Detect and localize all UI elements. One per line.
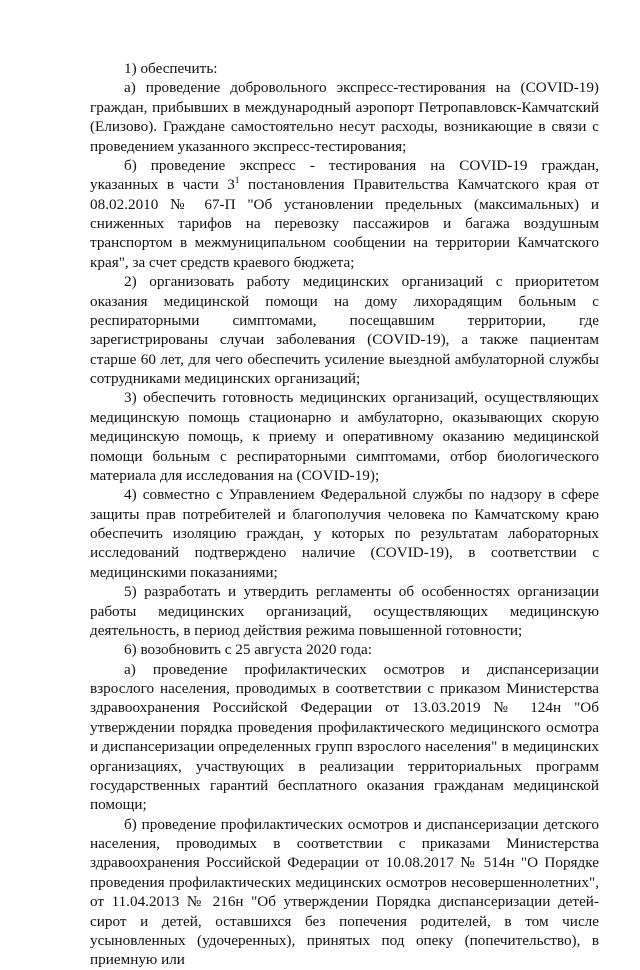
document-body: [90, 59, 599, 970]
paragraph-express-testing-budget-rest: постановления Правительства Камчатского края от 08.02.2010 № 67-П "Об установлении предельных (максимальных) и сниженных тарифов на перевозку пассажиров и багажа воздушным транспортом в межмуниципальном сообщении на территории Камчатского края", за счет средств краевого бюджета;: [90, 176, 599, 271]
paragraph-express-testing-airport: а) проведение добровольного экспресс-тестирования на (COVID-19) граждан, прибывших в международный аэропорт Петропавловск-Камчатский (Елизово). Граждане самостоятельно несут расходы, возникающие в связи с проведением указанного экспресс-тестирования;: [90, 79, 599, 155]
paragraph-adult-checkups: а) проведение профилактических осмотров и диспансеризации взрослого населения, проводимых в соответствии с приказом Министерства здравоохранения Российской Федерации от 13.03.2019 № 124н "Об утверждении порядка проведения профилактического медицинского осмотра и диспансеризации определенных групп взрослого населения" в медицинских организациях, участвующих в реализации территориальных программ государственных гарантий бесплатного оказания гражданам медицинской помощи;: [90, 660, 599, 814]
superscript-mark: 1: [234, 175, 240, 186]
paragraph-express-testing-budget: [90, 156, 599, 272]
paragraph-express-testing-budget-start: б) проведение экспресс - тестирования на COVID-19 граждан, указанных в части 3: [90, 156, 599, 194]
paragraph-isolation: 4) совместно с Управлением Федеральной службы по надзору в сфере защиты прав потребителей и благополучия человека по Камчатскому краю обеспечить изоляцию граждан, у которых по результатам лабораторных исследований подтверждено наличие (COVID-19), в соответствии с медицинскими показаниями;: [90, 486, 599, 581]
paragraph-regulations: 5) разработать и утвердить регламенты об особенностях организации работы медицинских организаций, осуществляющих медицинскую деятельность, в период действия режима повышенной готовности;: [90, 583, 599, 639]
paragraph-home-care: 2) организовать работу медицинских организаций с приоритетом оказания медицинской помощи на дому лихорадящим больным с респираторными симптомами, посещавшим территории, где зарегистрированы случаи заболевания (COVID-19), а также пациентам старше 60 лет, для чего обеспечить усиление выездной амбулаторной службы сотрудниками медицинских организаций;: [90, 273, 599, 387]
paragraph-obespechit: 1) обеспечить:: [124, 60, 218, 77]
paragraph-child-checkups: б) проведение профилактических осмотров и диспансеризации детского населения, проводимых в соответствии с приказами Министерства здравоохранения Российской Федерации от 10.08.2017 № 514н "О Порядке проведения профилактических медицинских осмотров несовершеннолетних", от 11.04.2013 № 216н "Об утверждении Порядка диспансеризации детей-сирот и детей, оставшихся без попечения родителей, в том числе усыновленных (удочеренных), принятых под опеку (попечительство), в приемную или: [90, 815, 599, 969]
paragraph-resume-date: 6) возобновить с 25 августа 2020 года:: [124, 641, 372, 659]
paragraph-readiness: 3) обеспечить готовность медицинских организаций, осуществляющих медицинскую помощь стационарно и амбулаторно, оказывающих скорую медицинскую помощь, к приему и оперативному оказанию медицинской помощи больным с респираторными симптомами, отбор биологического материала для исследования на (COVID-19);: [90, 389, 599, 484]
